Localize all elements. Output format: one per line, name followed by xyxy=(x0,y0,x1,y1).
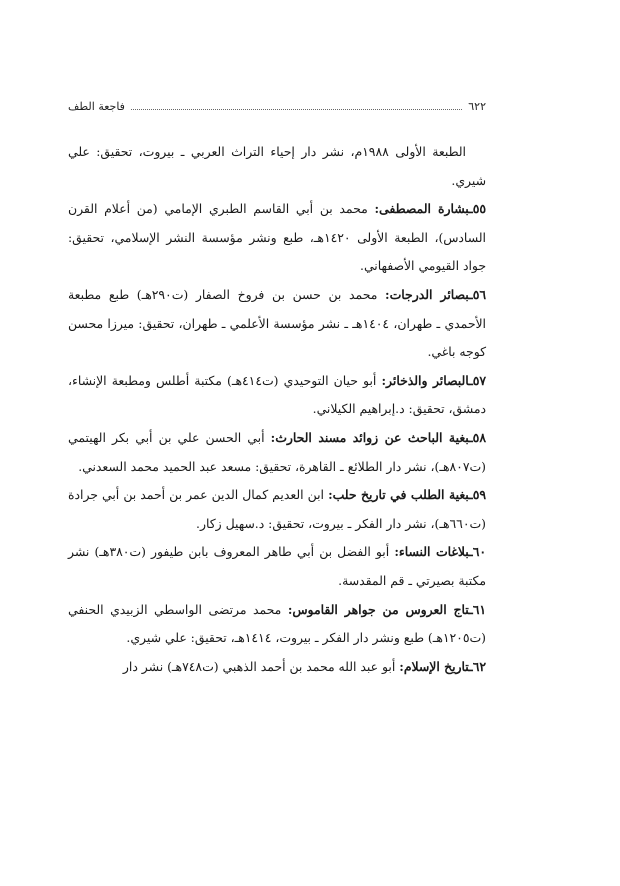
entry-title: بصائر الدرجات: xyxy=(385,286,470,302)
entry-number: ٥٩ـ xyxy=(469,487,486,503)
entry-title: بغية الباحث عن زوائد مسند الحارث: xyxy=(270,429,470,445)
bibliography-entry-59 xyxy=(68,481,486,538)
entry-text: محمد بن حسن بن فروخ الصفار (ت٢٩٠هـ) طبع مطبعة الأحمدي ـ طهران، ١٤٠٤هـ ـ نشر مؤسسة الأعلمي ـ طهران، تحقيق: ميرزا محسن كوجه باغي. xyxy=(68,286,486,360)
entry-text: محمد مرتضى الواسطي الزبيدي الحنفي (ت١٢٠٥هـ) طبع ونشر دار الفكر ـ بيروت، ١٤١٤هـ، تحقيق: علي شيري. xyxy=(68,601,486,646)
bibliography-entry-57 xyxy=(68,367,486,424)
entry-number: ٦١ـ xyxy=(469,601,487,617)
entry-text: أبو عبد الله محمد بن أحمد الذهبي (ت٧٤٨هـ) نشر دار xyxy=(122,658,400,674)
entry-title: البصائر والذخائر: xyxy=(381,372,470,388)
running-header xyxy=(68,96,486,116)
entry-title: بلاغات النساء: xyxy=(394,544,470,560)
bibliography-entry-continuation xyxy=(68,138,486,195)
bibliography-entry-61 xyxy=(68,596,486,653)
entry-text: أبو الفضل بن أبي طاهر المعروف بابن طيفور (ت٣٨٠هـ) نشر مكتبة بصيرتي ـ قم المقدسة. xyxy=(68,544,486,588)
entry-text: أبو حيان التوحيدي (ت٤١٤هـ) مكتبة أطلس ومطبعة الإنشاء، دمشق، تحقيق: د.إبراهيم الكيلاني. xyxy=(68,372,486,417)
page-number: ٦٢٢ xyxy=(468,99,486,113)
bibliography-entry-55 xyxy=(68,195,486,281)
entry-title: بغية الطلب في تاريخ حلب: xyxy=(328,487,470,503)
entry-number: ٦٠ـ xyxy=(469,544,486,560)
header-leader-dots xyxy=(131,108,462,110)
bibliography-list xyxy=(68,138,486,681)
entry-number: ٥٧ـ xyxy=(469,372,487,388)
entry-number: ٥٦ـ xyxy=(469,286,486,302)
bibliography-entry-58 xyxy=(68,424,486,481)
entry-text: ابن العديم كمال الدين عمر بن أحمد بن أبي جرادة (ت٦٦٠هـ)، نشر دار الفكر ـ بيروت، تحقيق: د.سهيل زكار. xyxy=(68,487,486,531)
entry-title: تاريخ الإسلام: xyxy=(399,658,470,674)
entry-text: أبي الحسن علي بن أبي بكر الهيتمي (ت٨٠٧هـ)، نشر دار الطلائع ـ القاهرة، تحقيق: مسعد عبد الحميد محمد السعدني. xyxy=(68,429,486,474)
entry-title: تاج العروس من جواهر القاموس: xyxy=(287,601,470,617)
bibliography-entry-62 xyxy=(68,653,486,682)
entry-text: الطبعة الأولى ١٩٨٨م، نشر دار إحياء التراث العربي ـ بيروت، تحقيق: علي شيري. xyxy=(68,144,486,188)
book-title: فاجعة الطف xyxy=(68,99,125,113)
entry-number: ٥٨ـ xyxy=(469,429,486,445)
entry-title: بشارة المصطفى: xyxy=(374,201,470,217)
entry-text: محمد بن أبي القاسم الطبري الإمامي (من أعلام القرن السادس)، الطبعة الأولى ١٤٢٠هـ، طبع ونشر مؤسسة النشر الإسلامي، تحقيق: جواد القيومي الأصفهاني. xyxy=(68,201,486,274)
entry-number: ٥٥ـ xyxy=(469,201,486,217)
bibliography-entry-60 xyxy=(68,538,486,595)
entry-number: ٦٢ـ xyxy=(469,658,486,674)
bibliography-entry-56 xyxy=(68,281,486,367)
